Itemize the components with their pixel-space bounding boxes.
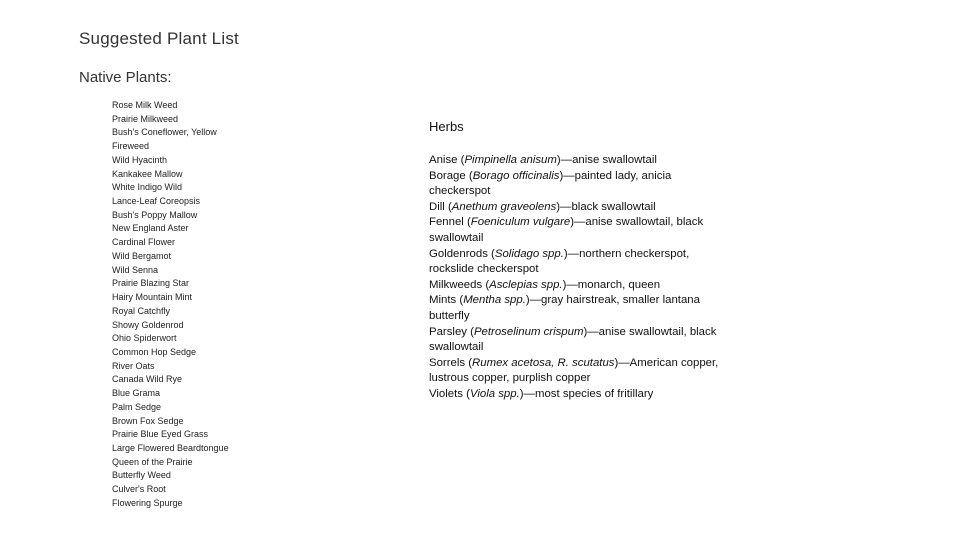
list-item: Blue Grama — [112, 388, 161, 399]
herb-latin-name: Anethum graveolens — [451, 200, 557, 213]
list-item: Royal Catchfly — [112, 305, 171, 316]
herb-butterflies: )—anise swallowtail — [556, 154, 657, 166]
list-item: Prairie Milkweed — [112, 113, 179, 124]
list-item: Palm Sedge — [112, 401, 162, 412]
herb-latin-name: Petroselinum crispum — [473, 325, 584, 338]
list-item: River Oats — [112, 360, 155, 371]
list-item: Canada Wild Rye — [112, 374, 183, 385]
list-item: Ohio Spiderwort — [112, 333, 177, 344]
herb-latin-name: Asclepias spp. — [489, 278, 563, 291]
herbs-section — [429, 119, 729, 403]
list-item: Bush's Coneflower, Yellow — [112, 127, 217, 138]
herb-entry — [429, 387, 729, 403]
herb-latin-name: Rumex acetosa, R. scutatus — [472, 356, 615, 369]
native-plants-list — [112, 99, 229, 511]
herb-butterflies: )—American copper, lustrous copper, purplish copper — [429, 356, 719, 385]
herb-entry — [429, 200, 729, 216]
herb-butterflies: )—black swallowtail — [556, 200, 656, 213]
herb-butterflies: )—northern checkerspot, rockslide checkerspot — [429, 247, 690, 276]
list-item: Butterfly Weed — [112, 470, 171, 481]
herb-entry — [429, 278, 729, 294]
list-item: Fireweed — [112, 141, 150, 152]
herb-name: Mints ( — [429, 294, 464, 307]
list-item: Cardinal Flower — [112, 237, 176, 248]
herb-entry — [429, 247, 729, 278]
page-title: Suggested Plant List — [79, 29, 239, 48]
herb-latin-name: Mentha spp. — [463, 294, 526, 307]
native-plants-heading: Native Plants: — [79, 69, 172, 86]
herb-latin-name: Pimpinella anisum — [464, 154, 557, 166]
list-item: Queen of the Prairie — [112, 456, 193, 467]
list-item: Flowering Spurge — [112, 497, 183, 508]
herb-name: Borage ( — [429, 169, 473, 182]
herb-name: Parsley ( — [429, 325, 474, 338]
herb-butterflies: )—gray hairstreak, smaller lantana butterfly — [429, 294, 700, 322]
herb-entry — [429, 356, 729, 387]
herb-latin-name: Foeniculum vulgare — [470, 216, 571, 229]
herb-name: Dill ( — [429, 200, 452, 213]
list-item: Bush's Poppy Mallow — [112, 209, 198, 220]
herb-butterflies: )—anise swallowtail, black swallowtail — [429, 325, 717, 354]
list-item: Prairie Blue Eyed Grass — [112, 429, 209, 440]
herb-butterflies: )—anise swallowtail, black swallowtail — [429, 216, 704, 244]
herb-name: Sorrels ( — [429, 356, 473, 369]
list-item: Lance-Leaf Coreopsis — [112, 196, 201, 207]
list-item: Large Flowered Beardtongue — [112, 442, 229, 453]
herb-name: Anise ( — [429, 154, 465, 166]
list-item: Wild Senna — [112, 264, 159, 275]
list-item: Wild Bergamot — [112, 250, 172, 261]
herb-entry — [429, 215, 729, 246]
list-item: New England Aster — [112, 223, 189, 234]
list-item: Hairy Mountain Mint — [112, 292, 193, 303]
herbs-heading: Herbs — [429, 119, 464, 134]
herb-entry — [429, 153, 729, 169]
herbs-list — [429, 153, 729, 403]
herb-entry — [429, 169, 729, 200]
herb-latin-name: Borago officinalis — [472, 169, 560, 182]
list-item: Prairie Blazing Star — [112, 278, 190, 289]
list-item: Showy Goldenrod — [112, 319, 184, 330]
list-item: Common Hop Sedge — [112, 346, 197, 357]
list-item: Wild Hyacinth — [112, 154, 168, 165]
herb-name: Milkweeds ( — [429, 278, 490, 291]
list-item: Culver's Root — [112, 484, 166, 495]
herb-butterflies: )—most species of fritillary — [519, 387, 654, 400]
herb-name: Fennel ( — [429, 216, 471, 229]
list-item: White Indigo Wild — [112, 182, 183, 193]
herb-name: Violets ( — [429, 387, 470, 400]
herb-latin-name: Viola spp. — [469, 387, 520, 400]
herb-butterflies: )—monarch, queen — [562, 278, 661, 291]
list-item: Kankakee Mallow — [112, 168, 183, 179]
herb-entry — [429, 293, 729, 324]
list-item: Rose Milk Weed — [112, 100, 178, 110]
list-item: Brown Fox Sedge — [112, 415, 184, 426]
herb-entry — [429, 325, 729, 356]
herb-name: Goldenrods ( — [429, 247, 495, 260]
herb-latin-name: Solidago spp. — [494, 247, 564, 260]
herb-butterflies: )—painted lady, anicia checkerspot — [429, 169, 672, 198]
